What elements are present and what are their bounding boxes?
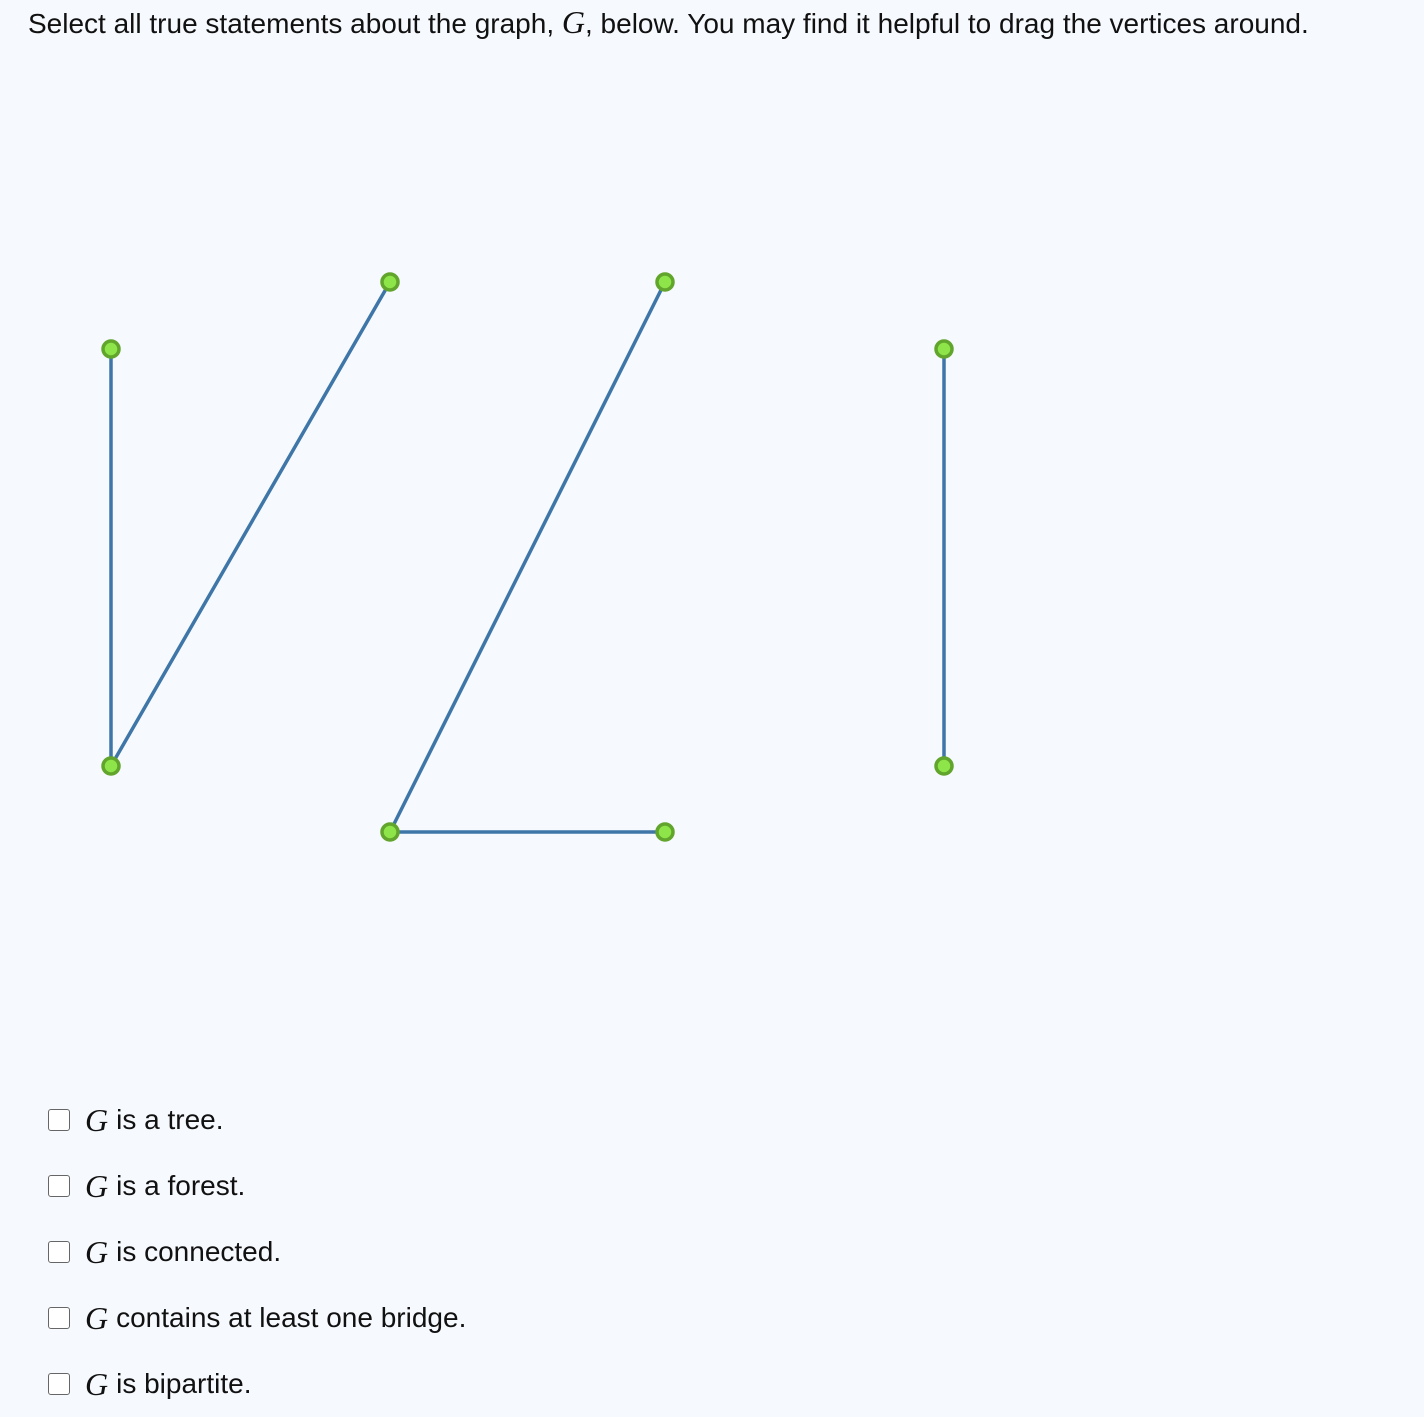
- option-label: is bipartite.: [116, 1368, 252, 1399]
- graph-vertex[interactable]: [657, 274, 673, 290]
- graph-vertex[interactable]: [936, 341, 952, 357]
- option-label: is a tree.: [116, 1104, 224, 1135]
- option-bipartite[interactable]: [48, 1351, 466, 1417]
- graph-symbol: G: [561, 4, 585, 40]
- graph-edge: [390, 282, 665, 832]
- option-forest[interactable]: [48, 1153, 466, 1219]
- option-label: contains at least one bridge.: [116, 1302, 467, 1333]
- option-checkbox[interactable]: [48, 1241, 70, 1263]
- option-graph-symbol: G: [85, 1299, 109, 1336]
- option-checkbox[interactable]: [48, 1109, 70, 1131]
- option-label: is connected.: [116, 1236, 282, 1267]
- answer-options: [48, 1087, 466, 1417]
- option-checkbox[interactable]: [48, 1373, 70, 1395]
- option-checkbox[interactable]: [48, 1307, 70, 1329]
- graph-vertex[interactable]: [657, 824, 673, 840]
- question-text-before: Select all true statements about the graph,: [28, 8, 555, 39]
- graph-vertex[interactable]: [382, 824, 398, 840]
- option-connected[interactable]: [48, 1219, 466, 1285]
- option-graph-symbol: G: [85, 1101, 109, 1138]
- graph-vertex[interactable]: [103, 341, 119, 357]
- graph-vertex[interactable]: [936, 758, 952, 774]
- graph-vertex[interactable]: [103, 758, 119, 774]
- option-graph-symbol: G: [85, 1167, 109, 1204]
- question-text-after: , below. You may find it helpful to drag the vertices around.: [584, 8, 1309, 39]
- option-graph-symbol: G: [85, 1233, 109, 1270]
- graph-vertex[interactable]: [382, 274, 398, 290]
- option-checkbox[interactable]: [48, 1175, 70, 1197]
- option-label: is a forest.: [116, 1170, 246, 1201]
- option-bridge[interactable]: [48, 1285, 466, 1351]
- graph-edge: [111, 282, 390, 766]
- option-tree[interactable]: [48, 1087, 466, 1153]
- option-graph-symbol: G: [85, 1365, 109, 1402]
